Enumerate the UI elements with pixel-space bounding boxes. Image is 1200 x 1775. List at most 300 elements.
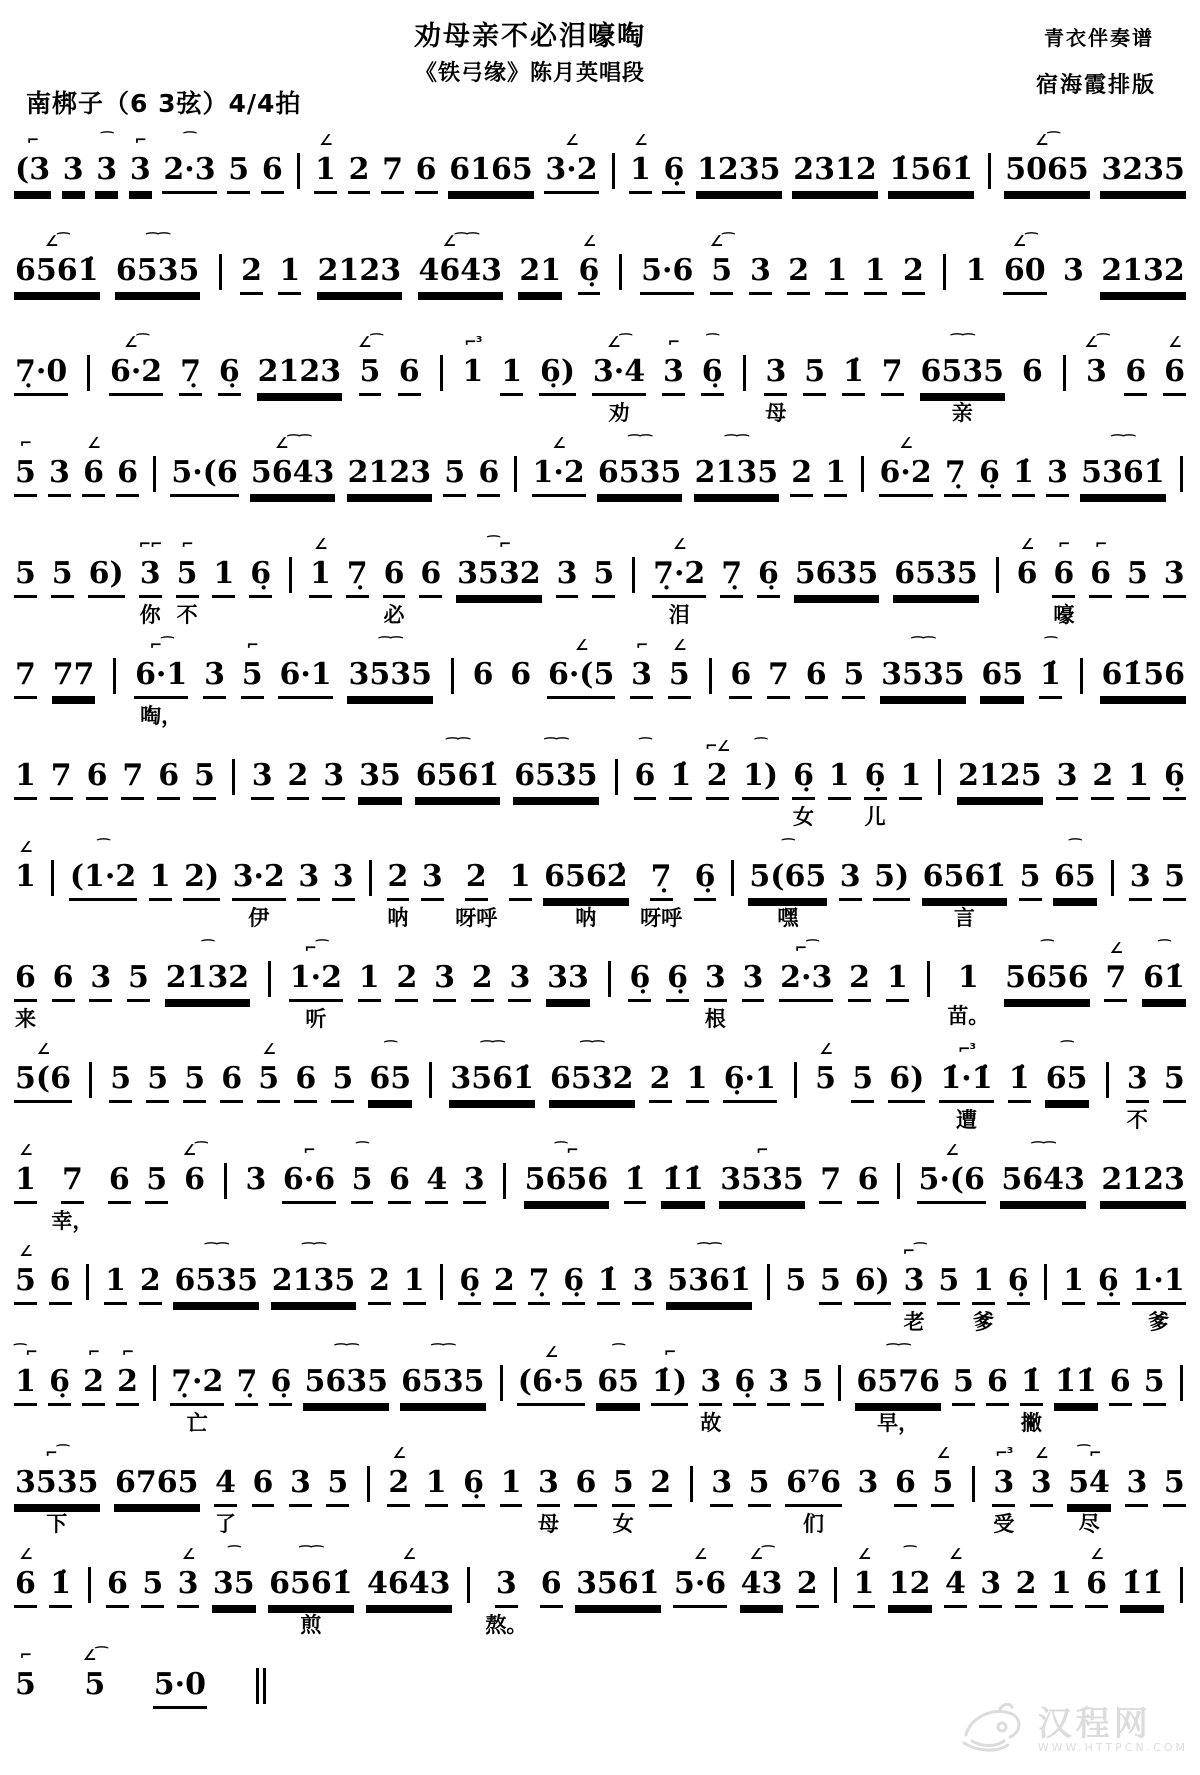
- note-group: [508, 938, 531, 1032]
- barline-glyph: [229, 757, 238, 797]
- note-digits: 7: [50, 757, 73, 800]
- note-digits: 7̣: [944, 454, 967, 497]
- note-digits: 43: [740, 1565, 784, 1608]
- note-group: [116, 1342, 139, 1436]
- note-digits: 3: [1056, 757, 1079, 800]
- barline-glyph: [426, 1060, 435, 1100]
- note-group: [240, 231, 263, 325]
- note-group: [686, 1039, 709, 1133]
- barline: [835, 1342, 844, 1433]
- note-digits: 1: [212, 555, 235, 598]
- note-group: [1007, 1241, 1030, 1335]
- note-group: [1004, 130, 1090, 224]
- note-group: [14, 635, 37, 729]
- note-digits: 5: [326, 1464, 349, 1507]
- note-digits: 3·4: [592, 353, 646, 396]
- note-digits: 5361̇: [1080, 454, 1166, 497]
- note-digits: 6: [252, 1464, 275, 1507]
- barline: [609, 130, 618, 221]
- note-group: [232, 837, 286, 931]
- note-group: [855, 1342, 941, 1436]
- note-digits: 6̣: [269, 1363, 292, 1406]
- note-digits: 2: [649, 1464, 672, 1507]
- ornament-mark: ⌐: [663, 1343, 676, 1361]
- note-group: [612, 1443, 635, 1537]
- arrangement-note: 青衣伴奏谱: [1044, 26, 1154, 50]
- lyric-syllable: 老: [903, 1310, 925, 1334]
- note-digits: 1: [957, 960, 979, 995]
- ornament-mark: ∠: [936, 1444, 950, 1462]
- note-digits: 61̇: [1142, 959, 1186, 1002]
- note-group: [145, 1140, 168, 1234]
- barline-glyph: [437, 353, 446, 393]
- ornament-mark: ∠: [1020, 535, 1034, 553]
- barline: [84, 332, 93, 423]
- note-group: [1089, 534, 1112, 628]
- ornament-mark: ∠: [19, 1545, 32, 1563]
- note-digits: 6: [14, 959, 37, 1002]
- note-group: [839, 837, 862, 931]
- note-digits: 2: [465, 858, 488, 901]
- note-group: [134, 635, 188, 729]
- note-digits: 6: [540, 1565, 563, 1608]
- note-digits: 6·2: [879, 454, 933, 497]
- lyric-syllable: 尽: [1078, 1512, 1100, 1536]
- note-group: [282, 1140, 336, 1234]
- note-group: [842, 635, 865, 729]
- score-line: [14, 231, 1186, 332]
- note-digits: 5361̇: [666, 1262, 752, 1305]
- ornament-mark: ⁀⁀: [628, 434, 652, 452]
- note-group: [14, 1342, 37, 1436]
- lyric-syllable: 嚎: [1053, 603, 1075, 627]
- note-digits: 1̇): [651, 1363, 688, 1406]
- barline: [464, 1544, 473, 1635]
- barline-glyph: [764, 1262, 773, 1302]
- note-group: [268, 1544, 354, 1638]
- note-group: [261, 130, 284, 224]
- ornament-mark: ⁀: [97, 838, 109, 856]
- ornament-mark: ⁀⁀: [334, 1343, 358, 1361]
- note-group: [109, 1039, 132, 1133]
- barline-glyph: [969, 1464, 978, 1504]
- note-group: [176, 534, 199, 628]
- note-digits: 2: [387, 1464, 410, 1507]
- note-group: [95, 130, 118, 224]
- note-digits: 3235: [1100, 151, 1186, 194]
- barline: [150, 1342, 159, 1433]
- score-line: [14, 433, 1186, 534]
- note-digits: 4643: [366, 1565, 452, 1608]
- note-group: [652, 534, 706, 628]
- note-digits: 6̣: [578, 252, 601, 295]
- note-group: [1142, 938, 1186, 1032]
- note-digits: 35: [212, 1565, 256, 1608]
- barline-glyph: [935, 757, 944, 797]
- ornament-mark: ⁀⁀: [886, 1343, 910, 1361]
- ornament-mark: ⁀⁀: [302, 1242, 325, 1260]
- note-digits: 1: [462, 354, 484, 389]
- note-digits: 6: [857, 1161, 880, 1204]
- barline: [448, 635, 457, 726]
- note-group: [388, 1140, 411, 1234]
- watermark: [956, 1697, 1188, 1765]
- note-group: [873, 837, 910, 931]
- note-group: [48, 1342, 71, 1436]
- note-group: [14, 231, 100, 325]
- ornament-mark: ∠: [402, 1545, 415, 1563]
- note-digits: 5: [227, 151, 250, 194]
- note-group: [1163, 332, 1186, 426]
- note-group: [287, 736, 310, 830]
- score-line: [14, 1039, 1186, 1140]
- note-digits: 5: [145, 1161, 168, 1204]
- note-digits: 3: [1129, 858, 1152, 901]
- note-group: [720, 534, 743, 628]
- note-group: [1163, 1039, 1186, 1133]
- note-digits: 6: [1124, 353, 1147, 396]
- note-group: [694, 433, 780, 527]
- note-digits: 65: [368, 1060, 412, 1103]
- note-digits: 65: [596, 1363, 640, 1406]
- note-digits: 5: [710, 252, 733, 295]
- note-group: [729, 635, 752, 729]
- note-group: [368, 1241, 391, 1335]
- lyric-syllable: 嘿: [777, 906, 799, 930]
- note-group: [153, 1645, 207, 1739]
- note-group: [14, 1140, 37, 1234]
- note-group: [52, 635, 96, 729]
- lyric-syllable: 母: [537, 1512, 559, 1536]
- note-digits: 6: [157, 757, 180, 800]
- note-group: [127, 938, 150, 1032]
- lyric-syllable: 儿: [864, 805, 886, 829]
- note-digits: 2·3: [779, 959, 833, 1002]
- note-digits: 2: [139, 1262, 162, 1305]
- lyric-syllable: 呀呼: [455, 906, 498, 930]
- ornament-mark: ∠⁀: [607, 333, 631, 351]
- note-digits: 5(65: [748, 858, 827, 901]
- note-group: [1129, 837, 1152, 931]
- note-group: [1100, 231, 1186, 325]
- note-group: [14, 130, 51, 224]
- note-digits: 5: [1163, 1060, 1186, 1103]
- note-digits: 5: [668, 656, 691, 699]
- ornament-mark: ⁀⁀: [950, 333, 974, 351]
- score-line: [14, 130, 1186, 231]
- barline: [993, 534, 1002, 625]
- ornament-mark: ⁀: [384, 1040, 396, 1058]
- note-group: [139, 1241, 162, 1335]
- note-group: [888, 1544, 932, 1638]
- note-digits: 6̣: [1097, 1262, 1120, 1305]
- note-group: [458, 1241, 481, 1335]
- note-group: [723, 1039, 777, 1133]
- note-group: [415, 130, 438, 224]
- note-digits: 3: [177, 1565, 200, 1608]
- ornament-mark: ⌐∠: [705, 737, 730, 755]
- note-digits: 2: [116, 1363, 139, 1406]
- note-digits: 2312: [792, 151, 878, 194]
- ornament-mark: ⌐: [26, 131, 39, 149]
- ornament-mark: ⌐³: [464, 333, 482, 351]
- note-group: [121, 736, 144, 830]
- typesetter-note: 宿海霞排版: [1035, 73, 1156, 98]
- note-group: [52, 938, 75, 1032]
- note-group: [574, 1443, 597, 1537]
- lyric-syllable: 下: [46, 1512, 68, 1536]
- note-group: [899, 736, 922, 830]
- note-digits: 3: [764, 353, 787, 396]
- note-group: [14, 938, 37, 1032]
- note-digits: 2: [240, 252, 263, 295]
- note-group: [50, 736, 73, 830]
- note-digits: 6: [805, 656, 828, 699]
- ornament-mark: ∠⁀: [182, 1141, 207, 1159]
- note-group: [347, 635, 433, 729]
- note-digits: 1̇: [49, 1565, 72, 1608]
- note-group: [888, 130, 974, 224]
- barline-glyph: [831, 1565, 840, 1605]
- note-digits: 3: [139, 555, 162, 598]
- note-digits: 5: [109, 1060, 132, 1103]
- note-group: [1012, 433, 1035, 527]
- note-digits: 6: [1021, 354, 1043, 389]
- note-group: [245, 1140, 268, 1231]
- note-digits: 5: [443, 454, 466, 497]
- note-group: [289, 938, 343, 1032]
- note-group: [1067, 1443, 1111, 1537]
- barline-glyph: [294, 151, 303, 191]
- note-group: [398, 332, 421, 426]
- note-group: [183, 837, 220, 931]
- note-group: [857, 1443, 880, 1534]
- lyric-syllable: 伊: [248, 906, 270, 930]
- ornament-mark: ⁀⁀: [146, 232, 170, 250]
- note-group: [326, 1443, 349, 1537]
- note-digits: 6̣: [628, 959, 651, 1002]
- barline: [940, 231, 949, 322]
- ornament-mark: ⁀: [183, 131, 196, 149]
- note-digits: 6: [82, 454, 105, 497]
- note-digits: 2·3: [162, 151, 216, 194]
- note-group: [666, 1241, 752, 1335]
- note-digits: 5): [873, 858, 910, 901]
- ornament-mark: ⁀⁀: [697, 1242, 721, 1260]
- note-digits: 5: [146, 1060, 169, 1103]
- barline-glyph: [48, 858, 57, 898]
- ornament-mark: ⁀: [1158, 939, 1170, 957]
- score-line: [14, 1140, 1186, 1241]
- note-group: [309, 534, 332, 628]
- note-digits: 6535: [115, 252, 201, 295]
- note-digits: 6): [88, 555, 125, 598]
- note-group: [546, 938, 590, 1032]
- note-digits: 3: [979, 1565, 1002, 1608]
- note-digits: 1: [309, 555, 332, 598]
- barline: [728, 837, 737, 928]
- note-digits: 6̣·1: [723, 1060, 777, 1103]
- note-digits: 6532: [549, 1060, 635, 1103]
- barline-glyph: [265, 959, 274, 999]
- note-digits: 5065: [1004, 151, 1090, 194]
- note-digits: 5: [14, 454, 37, 497]
- note-digits: 7: [381, 151, 404, 194]
- note-group: [922, 837, 1008, 931]
- note-group: [1163, 837, 1186, 931]
- barline: [497, 1342, 506, 1433]
- note-group: [425, 1443, 448, 1537]
- note-group: [403, 1241, 426, 1335]
- sheet-header: [0, 0, 1200, 128]
- note-digits: 1: [886, 959, 909, 1002]
- ornament-mark: ∠: [819, 1040, 832, 1058]
- note-group: [289, 1443, 312, 1537]
- note-group: [1080, 433, 1166, 527]
- note-group: [218, 332, 241, 426]
- note-digits: 5: [1019, 858, 1042, 901]
- note-digits: 2: [787, 252, 810, 295]
- ornament-mark: ⁀: [706, 333, 718, 351]
- note-digits: 3: [289, 1464, 312, 1507]
- ornament-mark: ⁀⁀: [446, 737, 469, 755]
- note-group: [562, 1241, 585, 1335]
- barline-glyph: [1060, 353, 1069, 393]
- note-group: [212, 1544, 256, 1638]
- note-group: [14, 1241, 37, 1335]
- barline: [935, 736, 944, 827]
- note-group: [419, 534, 442, 628]
- note-digits: 6·(5: [547, 656, 615, 699]
- note-digits: 3: [421, 858, 444, 901]
- note-digits: 65: [1053, 858, 1097, 901]
- ornament-mark: ⁀⁀: [544, 737, 568, 755]
- barline-glyph: [612, 757, 621, 797]
- barline-glyph: [1077, 656, 1086, 696]
- note-group: [792, 130, 878, 224]
- note-group: [456, 534, 542, 628]
- barline-glyph: [728, 858, 737, 898]
- note-digits: 2: [82, 1363, 105, 1406]
- ornament-mark: ∠: [392, 1444, 405, 1462]
- barline-glyph: [366, 858, 375, 898]
- ornament-mark: ∠⁀⁀: [275, 434, 311, 452]
- lyric-syllable: 言: [953, 906, 975, 930]
- note-group: [666, 938, 689, 1032]
- ornament-mark: ∠: [673, 636, 686, 654]
- note-group: [157, 736, 180, 830]
- note-group: [518, 231, 562, 325]
- note-group: [1100, 1140, 1186, 1234]
- note-digits: 1: [828, 757, 851, 800]
- lyric-syllable: 遭: [956, 1108, 978, 1132]
- note-digits: 6561̇: [14, 252, 100, 295]
- note-digits: 1: [972, 1262, 995, 1305]
- note-group: [177, 1544, 200, 1638]
- note-digits: 3: [322, 757, 345, 800]
- note-digits: 2: [848, 959, 871, 1002]
- ornament-mark: ∠: [693, 1545, 707, 1563]
- note-digits: 6: [398, 353, 421, 396]
- note-digits: 1̇: [597, 1262, 620, 1305]
- note-digits: 2: [368, 1262, 391, 1305]
- note-digits: 5: [937, 1262, 960, 1305]
- note-digits: 1: [358, 959, 381, 1002]
- ornament-mark: ∠: [319, 131, 332, 149]
- note-group: [742, 736, 779, 830]
- note-group: [83, 1645, 107, 1736]
- ornament-mark: ⁀: [612, 1343, 624, 1361]
- note-digits: (1·2: [69, 858, 137, 901]
- barline-glyph: [1041, 1262, 1050, 1302]
- note-digits: 3: [1062, 253, 1084, 288]
- note-digits: 7: [881, 353, 904, 396]
- note-digits: 5: [801, 1363, 824, 1406]
- note-group: [784, 1241, 807, 1332]
- note-digits: 6: [52, 959, 75, 1002]
- note-group: [139, 534, 162, 628]
- note-digits: 3: [495, 1565, 518, 1608]
- barline-glyph: [221, 1161, 230, 1201]
- barline-glyph: [216, 252, 225, 292]
- note-group: [886, 938, 909, 1032]
- barline: [1060, 332, 1069, 423]
- note-digits: (3: [14, 151, 51, 194]
- note-group: [1019, 837, 1042, 931]
- note-digits: 6: [383, 555, 406, 598]
- note-group: [14, 1443, 100, 1537]
- note-digits: 6: [49, 1262, 72, 1305]
- note-digits: 1: [1050, 1565, 1073, 1608]
- note-digits: 2: [287, 757, 310, 800]
- ornament-mark: ⁀⁀: [204, 1242, 228, 1260]
- note-digits: 1̇561̇: [888, 151, 974, 194]
- note-group: [1125, 1443, 1148, 1537]
- note-group: [539, 332, 576, 426]
- note-group: [69, 837, 137, 931]
- note-group: [250, 433, 336, 527]
- barline-glyph: [605, 959, 614, 999]
- note-group: [485, 1544, 527, 1638]
- note-digits: 7̣·2: [170, 1363, 224, 1406]
- note-digits: 3535: [347, 656, 433, 699]
- note-digits: 6̣: [701, 353, 724, 396]
- ornament-mark: ⁀: [356, 1141, 368, 1159]
- note-digits: 2135: [271, 1262, 357, 1305]
- note-digits: 1): [742, 757, 779, 800]
- note-digits: 3: [463, 1161, 486, 1204]
- ornament-mark: ⌐: [19, 1646, 32, 1664]
- ornament-mark: ⌐⁀: [304, 939, 328, 957]
- note-digits: 6561̇: [268, 1565, 354, 1608]
- note-digits: 6561̇: [922, 858, 1008, 901]
- lyric-syllable: 熬。: [485, 1613, 528, 1637]
- score-line: [14, 635, 1186, 736]
- note-digits: 1: [899, 757, 922, 800]
- note-digits: 5643: [250, 454, 336, 497]
- ornament-mark: ⌐: [1094, 535, 1107, 553]
- note-digits: 3: [433, 959, 456, 1002]
- note-group: [106, 1544, 129, 1638]
- note-group: [965, 231, 988, 322]
- note-group: [1109, 1342, 1132, 1436]
- note-digits: 6̣: [694, 858, 717, 901]
- note-group: [449, 1039, 535, 1133]
- note-group: [790, 433, 813, 527]
- note-group: [704, 938, 727, 1032]
- note-group: [1062, 1241, 1085, 1335]
- note-group: [986, 1342, 1009, 1436]
